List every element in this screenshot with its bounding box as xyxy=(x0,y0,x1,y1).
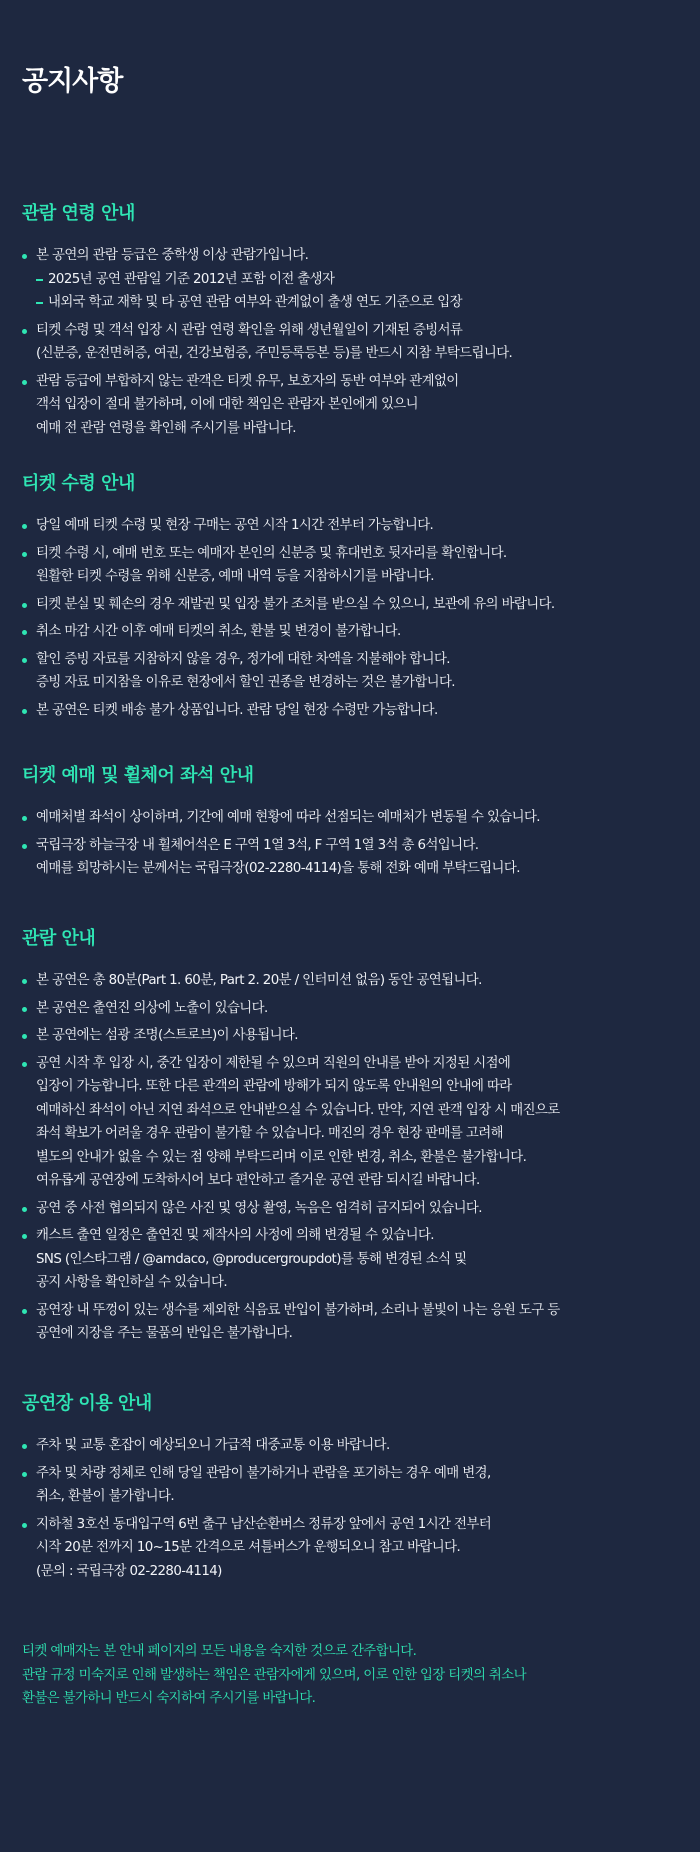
list-item xyxy=(22,244,682,315)
item-text-line: 예매를 희망하시는 분께서는 국립극장(02-2280-4114)을 통해 전화 예매 부탁드립니다. xyxy=(36,861,520,876)
item-text-line: 관람 등급에 부합하지 않는 관객은 티켓 유무, 보호자의 동반 여부와 관계없이 xyxy=(36,373,459,389)
bullet-dot-icon xyxy=(22,1523,27,1528)
list-item xyxy=(22,593,682,617)
item-text-line: 주차 및 교통 혼잡이 예상되오니 가급적 대중교통 이용 바랍니다. xyxy=(36,1438,390,1453)
section-title: 공연장 이용 안내 xyxy=(22,1393,152,1414)
item-text-line: 원활한 티켓 수령을 위해 신분증, 예매 내역 등을 지참하시기를 바랍니다. xyxy=(36,569,434,584)
bullet-dot-icon xyxy=(22,1062,27,1067)
item-text-line: (문의 : 국립극장 02-2280-4114) xyxy=(36,1563,222,1579)
list-item xyxy=(22,542,682,589)
notice-line: 티켓 예매자는 본 안내 페이지의 모든 내용을 숙지한 것으로 간주합니다. xyxy=(22,1644,417,1659)
list-item xyxy=(22,1462,682,1509)
item-text-line: 공연장 내 뚜껑이 있는 생수를 제외한 식음료 반입이 불가하며, 소리나 불빛이 나는 응원 도구 등 xyxy=(36,1302,560,1318)
bullet-list xyxy=(22,514,682,722)
bullet-list xyxy=(22,969,682,1346)
list-item xyxy=(22,834,682,881)
list-item xyxy=(22,1197,682,1221)
list-item xyxy=(22,620,682,644)
sub-item xyxy=(36,268,682,292)
bullet-dot-icon xyxy=(22,524,27,529)
notice-line: 관람 규정 미숙지로 인해 발생하는 책임은 관람자에게 있으며, 이로 인한 입장 티켓의 취소나 xyxy=(22,1667,526,1683)
dash-icon xyxy=(36,279,43,281)
item-text-line: 시작 20분 전까지 10~15분 간격으로 셔틀버스가 운행되오니 참고 바랍니다. xyxy=(36,1540,461,1555)
list-item xyxy=(22,1513,682,1584)
sub-item xyxy=(36,291,682,315)
list-item xyxy=(22,969,682,993)
list-item xyxy=(22,1224,682,1295)
item-text-line: 본 공연은 총 80분(Part 1. 60분, Part 2. 20분 / 인터미션 없음) 동안 공연됩니다. xyxy=(36,973,482,988)
sub-item-text: 내외국 학교 재학 및 타 공연 관람 여부와 관계없이 출생 연도 기준으로 입장 xyxy=(48,295,462,310)
bullet-dot-icon xyxy=(22,1207,27,1212)
item-text-line: 예매처별 좌석이 상이하며, 기간에 예매 현황에 따라 선점되는 예매처가 변동될 수 있습니다. xyxy=(36,810,540,825)
bullet-dot-icon xyxy=(22,1034,27,1039)
bullet-dot-icon xyxy=(22,1309,27,1314)
item-text-line: 공연 시작 후 입장 시, 중간 입장이 제한될 수 있으며 직원의 안내를 받아 지정된 시점에 xyxy=(36,1055,511,1071)
item-text-line: 본 공연은 티켓 배송 불가 상품입니다. 관람 당일 현장 수령만 가능합니다. xyxy=(36,702,438,718)
bullet-dot-icon xyxy=(22,1444,27,1449)
item-text-line: 본 공연에는 섬광 조명(스트로브)이 사용됩니다. xyxy=(36,1028,298,1043)
bullet-dot-icon xyxy=(22,1007,27,1012)
bullet-dot-icon xyxy=(22,979,27,984)
list-item xyxy=(22,514,682,538)
item-text-line: 티켓 수령 시, 예매 번호 또는 예매자 본인의 신분증 및 휴대번호 뒷자리를 확인합니다. xyxy=(36,545,507,561)
bullet-dot-icon xyxy=(22,816,27,821)
item-text-line: 예매 전 관람 연령을 확인해 주시기를 바랍니다. xyxy=(36,420,296,436)
page-title: 공지사항 xyxy=(22,66,123,97)
list-item xyxy=(22,806,682,830)
section-title: 티켓 수령 안내 xyxy=(22,473,135,494)
item-text-line: (신분증, 운전면허증, 여권, 건강보험증, 주민등록등본 등)를 반드시 지참 부탁드립니다. xyxy=(36,346,513,361)
item-text-line: 객석 입장이 절대 불가하며, 이에 대한 책임은 관람자 본인에게 있으니 xyxy=(36,397,418,412)
bullet-dot-icon xyxy=(22,1472,27,1477)
bullet-list xyxy=(22,806,682,881)
bullet-list xyxy=(22,1434,682,1583)
venue-info-section xyxy=(22,1390,682,1587)
viewing-info-section xyxy=(22,925,682,1350)
list-item xyxy=(22,1052,682,1193)
section-title: 티켓 예매 및 휠체어 좌석 안내 xyxy=(22,765,254,786)
item-text-line: 캐스트 출연 일정은 출연진 및 제작사의 사정에 의해 변경될 수 있습니다. xyxy=(36,1228,434,1243)
item-text-line: 공지 사항을 확인하실 수 있습니다. xyxy=(36,1275,227,1290)
notice-line: 환불은 불가하니 반드시 숙지하여 주시기를 바랍니다. xyxy=(22,1691,316,1706)
item-text-line: 국립극장 하늘극장 내 휠체어석은 E 구역 1열 3석, F 구역 1열 3석 총 6석입니다. xyxy=(36,837,479,853)
agreement-notice xyxy=(22,1640,682,1711)
item-text-line: 증빙 자료 미지참을 이유로 현장에서 할인 권종을 변경하는 것은 불가합니다. xyxy=(36,675,455,690)
item-text-line: 본 공연의 관람 등급은 중학생 이상 관람가입니다. xyxy=(36,248,309,263)
sub-item-text: 2025년 공연 관람일 기준 2012년 포함 이전 출생자 xyxy=(48,271,335,287)
item-text-line: 취소 마감 시간 이후 예매 티켓의 취소, 환불 및 변경이 불가합니다. xyxy=(36,624,401,639)
bullet-dot-icon xyxy=(22,603,27,608)
item-text-line: SNS (인스타그램 / @amdaco, @producergroupdot)를 통해 변경된 소식 및 xyxy=(36,1251,467,1267)
bullet-dot-icon xyxy=(22,254,27,259)
item-text-line: 주차 및 차량 정체로 인해 당일 관람이 불가하거나 관람을 포기하는 경우 예매 변경, xyxy=(36,1465,491,1481)
list-item xyxy=(22,370,682,441)
list-item xyxy=(22,319,682,366)
item-text-line: 할인 증빙 자료를 지참하지 않을 경우, 정가에 대한 차액을 지불해야 합니다. xyxy=(36,651,450,667)
item-text-line: 취소, 환불이 불가합니다. xyxy=(36,1489,174,1504)
item-text-line: 별도의 안내가 없을 수 있는 점 양해 부탁드리며 이로 인한 변경, 취소, 환불은 불가합니다. xyxy=(36,1149,527,1165)
bullet-dot-icon xyxy=(22,630,27,635)
dash-icon xyxy=(36,302,43,304)
bullet-dot-icon xyxy=(22,1234,27,1239)
item-text-line: 티켓 분실 및 훼손의 경우 재발권 및 입장 불가 조치를 받으실 수 있으니, 보관에 유의 바랍니다. xyxy=(36,596,555,612)
item-text-line: 예매하신 좌석이 아닌 지연 좌석으로 안내받으실 수 있습니다. 만약, 지연 관객 입장 시 매진으로 xyxy=(36,1102,560,1118)
item-text-line: 입장이 가능합니다. 또한 다른 관객의 관람에 방해가 되지 않도록 안내원의 안내에 따라 xyxy=(36,1079,512,1094)
item-text-line: 티켓 수령 및 객석 입장 시 관람 연령 확인을 위해 생년월일이 기재된 증빙서류 xyxy=(36,322,463,338)
list-item xyxy=(22,1434,682,1458)
item-text-line: 여유롭게 공연장에 도착하시어 보다 편안하고 즐거운 공연 관람 되시길 바랍니다. xyxy=(36,1173,480,1188)
bullet-dot-icon xyxy=(22,844,27,849)
list-item xyxy=(22,699,682,723)
bullet-dot-icon xyxy=(22,329,27,334)
ticket-pickup-section xyxy=(22,470,682,726)
bullet-dot-icon xyxy=(22,552,27,557)
item-text-line: 좌석 확보가 어려울 경우 관람이 불가할 수 있습니다. 매진의 경우 현장 판매를 고려해 xyxy=(36,1126,503,1141)
list-item xyxy=(22,1299,682,1346)
section-title: 관람 연령 안내 xyxy=(22,203,135,224)
bullet-dot-icon xyxy=(22,658,27,663)
list-item xyxy=(22,997,682,1021)
bullet-dot-icon xyxy=(22,709,27,714)
item-text-line: 공연에 지장을 주는 물품의 반입은 불가합니다. xyxy=(36,1326,293,1341)
list-item xyxy=(22,648,682,695)
item-text-line: 공연 중 사전 협의되지 않은 사진 및 영상 촬영, 녹음은 엄격히 금지되어 있습니다. xyxy=(36,1200,482,1216)
age-info-section xyxy=(22,200,682,444)
item-text-line: 본 공연은 출연진 의상에 노출이 있습니다. xyxy=(36,1000,268,1016)
bullet-list xyxy=(22,244,682,440)
wheelchair-seat-section xyxy=(22,762,682,885)
item-text-line: 당일 예매 티켓 수령 및 현장 구매는 공연 시작 1시간 전부터 가능합니다. xyxy=(36,518,434,533)
section-title: 관람 안내 xyxy=(22,928,96,949)
bullet-dot-icon xyxy=(22,380,27,385)
item-text-line: 지하철 3호선 동대입구역 6번 출구 남산순환버스 정류장 앞에서 공연 1시간 전부터 xyxy=(36,1516,492,1532)
list-item xyxy=(22,1024,682,1048)
